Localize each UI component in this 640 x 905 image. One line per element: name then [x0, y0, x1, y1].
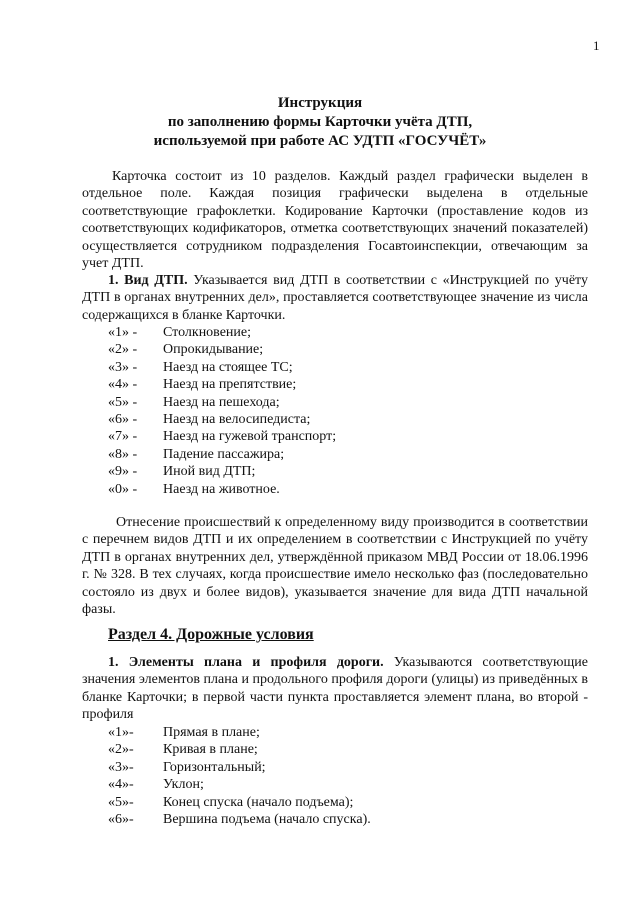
list-item-code: «3»- [108, 759, 134, 775]
title-line-1: Инструкция [277, 95, 363, 111]
title-line-3: используемой при работе АС УДТП «ГОСУЧЁТ» [153, 133, 487, 149]
page-number: 1 [593, 38, 600, 53]
list-item-text: Кривая в плане; [163, 742, 258, 758]
list-item-code: «2» - [108, 342, 138, 358]
list-item-code: «0» - [108, 481, 138, 497]
list-item-text: Горизонтальный; [163, 759, 266, 775]
list-item-code: «1»- [108, 725, 134, 740]
list-item-code: «5» - [108, 394, 138, 410]
section1-paragraph [82, 272, 588, 324]
section4-heading: Раздел 4. Дорожные условия [108, 626, 314, 643]
list-item-text: Наезд на животное. [163, 481, 280, 497]
list-item-code: «6» - [108, 411, 138, 427]
list-item-text: Прямая в плане; [163, 725, 260, 740]
list-item-text: Иной вид ДТП; [163, 464, 256, 480]
list-item-code: «4» - [108, 377, 138, 393]
list-item-code: «4»- [108, 777, 134, 793]
list-item-code: «5»- [108, 794, 134, 810]
section4-text: Указываются соответствующие значения элементов плана и продольного профиля дороги (улицы) из приведённых в бланке Карточки; в первой части пункта проставляется элемент плана, во второй - профиля [82, 655, 588, 723]
section1-text: Указывается вид ДТП в соответствии с «Инструкцией по учёту ДТП в органах внутренних дел», проставляется соответствующее значение из числа содержащихся в бланке Карточки. [82, 273, 588, 323]
list-item-text: Конец спуска (начало подъема); [163, 794, 354, 810]
section4-paragraph [82, 654, 588, 724]
list-item-text: Наезд на пешехода; [163, 394, 280, 410]
list-item-text: Вершина подъема (начало спуска). [163, 811, 371, 827]
document-title [0, 94, 640, 151]
section1-note-paragraph: Отнесение происшествий к определенному виду производится в соответствии с перечнем видов ДТП и их определением в соответствии с Инструкцией по учёту ДТП в органах внутренних дел, утверждённой приказом МВД России от 18.06.1996 г. № 328. В тех случаях, когда происшествие имело несколько фаз (последовательно состояло из двух и более видов), указывается значение для вида ДТП начальной фазы. [82, 515, 588, 618]
list-item-text: Наезд на велосипедиста; [163, 411, 311, 427]
list-item-code: «9» - [108, 464, 138, 480]
list-item-text: Падение пассажира; [163, 446, 285, 462]
list-item-code: «1» - [108, 325, 138, 340]
list-item-text: Уклон; [163, 777, 204, 793]
section1-label: 1. Вид ДТП. [108, 273, 188, 288]
list-item-code: «7» - [108, 429, 138, 445]
list-item-text: Наезд на препятствие; [163, 377, 297, 393]
list-item-code: «3» - [108, 359, 138, 375]
list-item-text: Наезд на гужевой транспорт; [163, 429, 337, 445]
list-item-code: «6»- [108, 811, 134, 827]
list-item-text: Столкновение; [163, 325, 252, 340]
list-item-code: «2»- [108, 742, 134, 758]
list-item-text: Наезд на стоящее ТС; [163, 359, 293, 375]
list-item-text: Опрокидывание; [163, 342, 264, 358]
section4-label: 1. Элементы плана и профиля дороги. [108, 655, 384, 670]
title-line-2: по заполнению формы Карточки учёта ДТП, [167, 114, 473, 130]
list-item-code: «8» - [108, 446, 138, 462]
intro-paragraph: Карточка состоит из 10 разделов. Каждый раздел графически выделен в отдельное поле. Каждая позиция графически выделена в отдельные соответствующие графоклетки. Кодирование Карточки (проставление кодов из соответствующих кодификаторов, отметка соответствующих значений показателей) осуществляется сотрудником подразделения Госавтоинспекции, отвечающим за учет ДТП. [82, 169, 588, 272]
